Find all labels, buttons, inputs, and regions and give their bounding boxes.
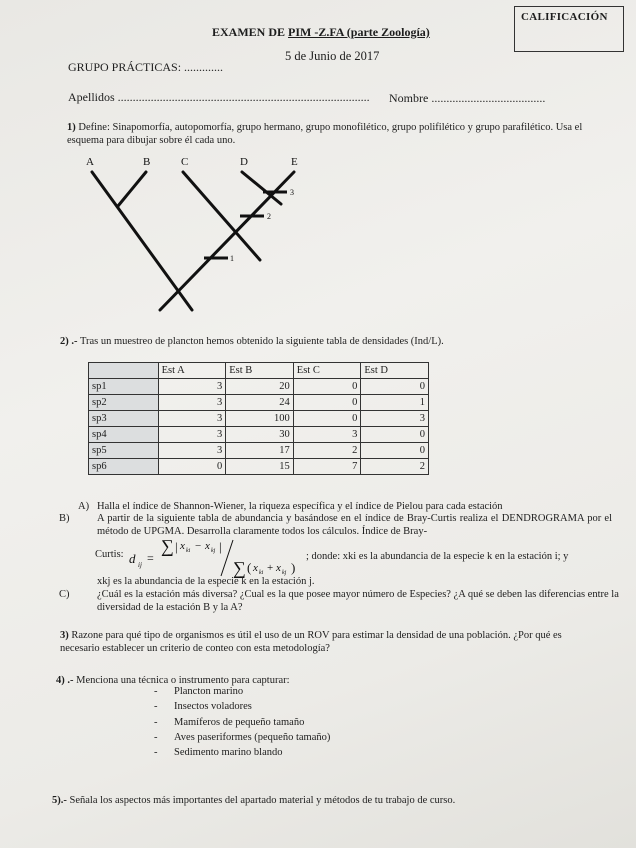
row-label: sp5: [89, 443, 159, 459]
table-cell: 2: [361, 459, 429, 475]
question-5: [52, 794, 612, 807]
question-1-number: 1): [67, 122, 76, 133]
exam-date: 5 de Junio de 2017: [285, 49, 380, 63]
list-item-text: Aves paseriformes (pequeño tamaño): [174, 731, 331, 743]
question-2c-text: ¿Cuál es la estación más diversa? ¿Cual es la que posee mayor número de Especies? ¿A qué se deben las diferencias entre la diversidad de la estación B y la A?: [97, 589, 619, 613]
table-corner: [89, 363, 159, 379]
column-header: Est C: [293, 363, 361, 379]
svg-text:=: =: [147, 551, 154, 565]
name-blank[interactable]: ......................................: [431, 91, 546, 105]
table-row: [89, 443, 429, 459]
svg-text:∑: ∑: [233, 558, 246, 578]
column-header: Est D: [361, 363, 429, 379]
question-5-text: Señala los aspectos más importantes del apartado material y métodos de tu trabajo de curso.: [69, 795, 456, 806]
question-4-number: 4) .-: [56, 675, 74, 686]
svg-text:|: |: [175, 539, 178, 554]
table-cell: 3: [158, 379, 226, 395]
svg-text:ij: ij: [138, 561, 142, 569]
surname-blank[interactable]: ....................................................................................: [117, 90, 370, 104]
list-item: [154, 730, 330, 745]
list-dash: -: [154, 747, 158, 759]
svg-text:−: −: [195, 540, 202, 552]
list-item: [154, 715, 330, 730]
list-item-text: Mamíferos de pequeño tamaño: [174, 716, 305, 728]
grade-label: CALIFICACIÓN: [521, 11, 608, 23]
table-cell: 17: [226, 443, 294, 459]
question-2a-marker: A): [78, 501, 90, 512]
table-cell: 0: [293, 395, 361, 411]
table-cell: 3: [293, 427, 361, 443]
svg-text:ki: ki: [259, 570, 264, 576]
question-3-text: Razone para qué tipo de organismos es útil el uso de un ROV para estimar la densidad de una población. ¿Por qué es necesario establecer un criterio de conteo con esta metodología?: [60, 630, 562, 654]
svg-text:∑: ∑: [161, 536, 174, 556]
column-header: Est A: [158, 363, 226, 379]
list-item: [154, 684, 330, 699]
exam-subject: PIM -Z.FA (parte Zoología): [288, 25, 430, 39]
formula-definition: ; donde: xki es la abundancia de la especie k en la estación i; y: [306, 551, 569, 562]
question-3: [60, 629, 600, 655]
question-5-number: 5).-: [52, 795, 67, 806]
list-dash: -: [154, 716, 158, 728]
bray-curtis-formula: [95, 532, 305, 582]
svg-text:x: x: [253, 562, 258, 574]
svg-text:kj: kj: [211, 548, 216, 554]
table-cell: 0: [293, 379, 361, 395]
table-row: [89, 411, 429, 427]
list-item: [154, 699, 330, 714]
name-label: Nombre: [389, 91, 429, 105]
table-cell: 3: [158, 395, 226, 411]
question-2b-text: A partir de la siguiente tabla de abundancia y basándose en el índice de Bray-Curtis realiza el DENDROGRAMA por el método de UPGMA. Desarrolla claramente todos los cálculos. Índice de Bray-: [97, 513, 612, 537]
question-1: [67, 121, 607, 147]
grade-box: [514, 6, 624, 52]
question-2a-text: Halla el índice de Shannon-Wiener, la riqueza específica y el índice de Pielou para cada estación: [97, 501, 503, 512]
table-cell: 0: [361, 427, 429, 443]
table-row: [89, 395, 429, 411]
question-2-number: 2) .-: [60, 336, 78, 347]
exam-title-prefix: EXAMEN DE: [212, 25, 289, 39]
svg-text:ki: ki: [186, 548, 191, 554]
surname-field: [68, 90, 370, 105]
group-label: GRUPO PRÁCTICAS:: [68, 60, 182, 74]
table-row: [89, 459, 429, 475]
question-2b-marker: B): [59, 513, 70, 524]
table-header-row: [89, 363, 429, 379]
list-item-text: Insectos voladores: [174, 701, 252, 713]
list-dash: -: [154, 701, 158, 713]
table-row: [89, 427, 429, 443]
taxon-e-label: E: [291, 156, 298, 168]
svg-text:|: |: [219, 539, 222, 554]
capture-list: [154, 684, 330, 760]
taxon-d-label: D: [240, 156, 248, 168]
svg-text:(: (: [247, 560, 252, 575]
taxon-b-label: B: [143, 156, 151, 168]
taxon-c-label: C: [181, 156, 189, 168]
group-blank[interactable]: .............: [184, 60, 224, 74]
table-cell: 3: [158, 411, 226, 427]
table-cell: 3: [158, 427, 226, 443]
node-1-label: 1: [230, 254, 234, 263]
list-item: [154, 745, 330, 760]
row-label: sp4: [89, 427, 159, 443]
list-dash: -: [154, 686, 158, 697]
table-cell: 24: [226, 395, 294, 411]
svg-text:x: x: [276, 562, 281, 574]
table-cell: 100: [226, 411, 294, 427]
table-cell: 0: [158, 459, 226, 475]
table-row: [89, 379, 429, 395]
cladogram: [80, 150, 320, 320]
question-2-text: Tras un muestreo de plancton hemos obtenido la siguiente tabla de densidades (Ind/L).: [79, 336, 444, 347]
node-2-label: 2: [267, 212, 271, 221]
formula-expression: [129, 532, 305, 582]
table-cell: 30: [226, 427, 294, 443]
svg-text:): ): [291, 560, 296, 575]
svg-text:kj: kj: [282, 570, 287, 576]
branch-d: [242, 172, 281, 204]
svg-text:x: x: [180, 540, 185, 552]
table-cell: 3: [361, 411, 429, 427]
name-field: [389, 91, 545, 106]
question-1-text: Define: Sinapomorfía, autopomorfía, grupo hermano, grupo monofilético, grupo polifilético y grupo parafilético. Usa el esquema para dibujar sobre él cada uno.: [67, 122, 583, 146]
node-3-label: 3: [290, 188, 294, 197]
row-label: sp2: [89, 395, 159, 411]
question-2c: [59, 588, 627, 614]
table-cell: 7: [293, 459, 361, 475]
svg-text:x: x: [205, 540, 210, 552]
question-3-number: 3): [60, 630, 69, 641]
exam-title: [212, 25, 430, 40]
taxon-a-label: A: [86, 156, 94, 168]
table-cell: 0: [361, 443, 429, 459]
question-2c-marker: C): [59, 589, 70, 600]
surname-label: Apellidos: [68, 90, 115, 104]
branch-b: [118, 172, 146, 206]
table-cell: 20: [226, 379, 294, 395]
svg-text:+: +: [267, 562, 274, 574]
group-field: [68, 60, 223, 75]
row-label: sp1: [89, 379, 159, 395]
branch-a: [92, 172, 192, 310]
list-dash: -: [154, 731, 158, 743]
table-cell: 3: [158, 443, 226, 459]
density-table: [88, 362, 429, 475]
table-cell: 0: [293, 411, 361, 427]
list-item-text: Plancton marino: [174, 686, 244, 697]
row-label: sp3: [89, 411, 159, 427]
table-cell: 15: [226, 459, 294, 475]
list-item-text: Sedimento marino blando: [174, 747, 283, 759]
formula-definition-2: xkj es la abundancia de la especie k en la estación j.: [97, 576, 315, 587]
question-4-text: Menciona una técnica o instrumento para capturar:: [76, 675, 290, 686]
svg-text:d: d: [129, 551, 136, 566]
table-cell: 0: [361, 379, 429, 395]
column-header: Est B: [226, 363, 294, 379]
question-2: [60, 335, 620, 348]
table-cell: 1: [361, 395, 429, 411]
formula-label: Curtis:: [95, 549, 124, 560]
table-cell: 2: [293, 443, 361, 459]
row-label: sp6: [89, 459, 159, 475]
